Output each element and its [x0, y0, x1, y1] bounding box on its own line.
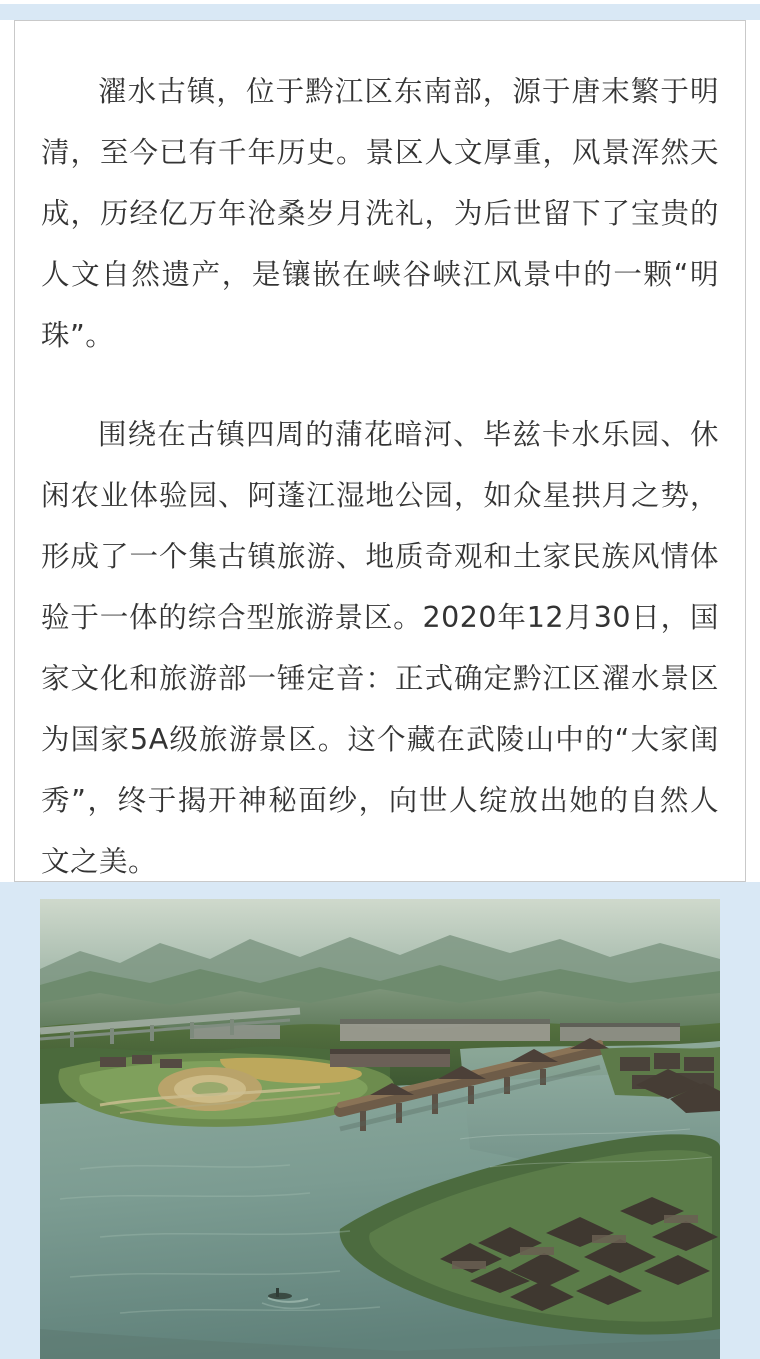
article-paragraph-1: 濯水古镇，位于黔江区东南部，源于唐末繁于明清，至今已有千年历史。景区人文厚重，风景浑然天成，历经亿万年沧桑岁月洗礼，为后世留下了宝贵的人文自然遗产，是镶嵌在峡谷峡江风景中的一颗“明珠”。: [41, 75, 719, 352]
photo-section: [0, 899, 760, 1359]
article-paragraph-2: 围绕在古镇四周的蒲花暗河、毕兹卡水乐园、休闲农业体验园、阿蓬江湿地公园，如众星拱月之势，形成了一个集古镇旅游、地质奇观和土家民族风情体验于一体的综合型旅游景区。2020年12月30日，国家文化和旅游部一锤定音：正式确定黔江区濯水景区为国家5A级旅游景区。这个藏在武陵山中的“大家闺秀”，终于揭开神秘面纱，向世人绽放出她的自然人文之美。: [41, 418, 719, 878]
article-body: [15, 21, 745, 892]
article-card: [14, 20, 746, 882]
mid-accent-band: [0, 882, 760, 899]
top-white-gap: [0, 0, 760, 4]
aerial-town-photo: [40, 899, 720, 1359]
